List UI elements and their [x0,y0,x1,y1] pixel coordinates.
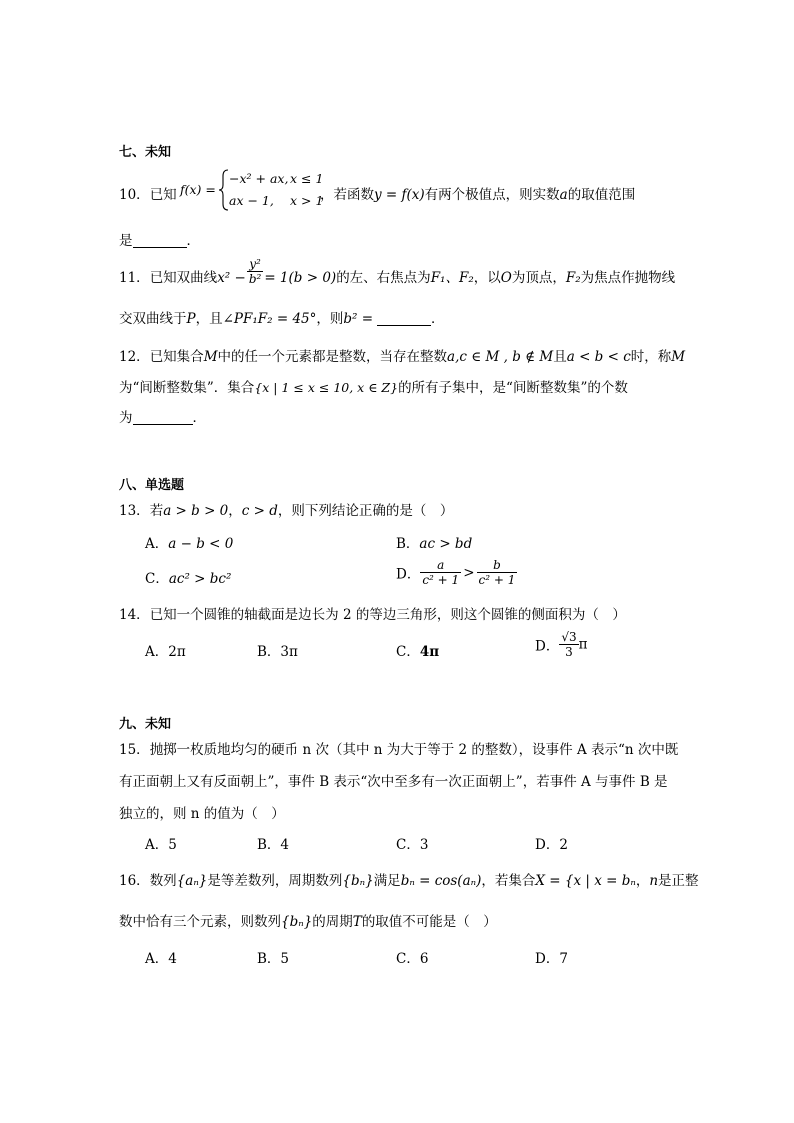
option-content: 4 [168,951,177,967]
option-b[interactable] [396,532,472,552]
question-text: 已知一个圆锥的轴截面是边长为 2 的等边三角形，则这个圆锥的侧面积为（ ） [149,607,626,623]
question-14-stem [119,603,626,623]
question-text: 是等差数列，周期数列 [207,873,343,889]
math-operator: > [463,564,475,581]
fraction-denominator: 3 [565,645,573,659]
option-content: 2π [168,644,186,660]
option-label: D． [535,951,560,967]
math-expression: {bₙ} [281,914,313,930]
math-variable: P [186,311,196,327]
question-text: ， [228,503,242,519]
math-variable: a [559,187,568,203]
question-text: 是正整 [658,873,699,889]
section-heading-8: 八、单选题 [119,478,185,493]
option-label: C． [396,951,420,967]
question-12-line-1 [119,345,685,365]
option-label: A． [145,644,169,660]
question-16-line-2 [119,910,497,930]
math-expression: ∠PF₁F₂ = 45° [222,311,317,327]
question-text: 时，称 [630,349,672,365]
piecewise-case-1-cond: x ≤ 1 [290,171,324,186]
math-variable: M [671,349,686,365]
fraction-numerator: b [477,558,518,573]
option-a[interactable] [145,640,186,660]
question-text: 数中恰有三个元素，则数列 [119,914,281,930]
math-expression: a < b < c [566,349,631,365]
fraction-numerator: a [420,558,461,573]
answer-blank[interactable] [133,410,193,425]
fraction-numerator: √3 [561,630,577,644]
question-10-line-2 [119,229,200,249]
option-content: 5 [168,837,177,853]
option-label: C． [396,837,420,853]
question-number: 15． [119,742,150,758]
option-content: 3 [419,837,429,853]
question-text: 已知 [149,187,177,203]
question-text: ，则 [316,311,344,327]
option-content: 4 [280,837,290,853]
option-content: 5 [280,951,290,967]
option-label: B． [396,536,420,552]
option-b[interactable] [257,640,298,660]
question-text: ． [431,311,445,327]
math-variable: F₂ [565,270,581,286]
math-expression: {bₙ} [342,873,374,889]
question-text: 且 [553,349,567,365]
fraction [420,558,461,587]
math-expression: a,c ∈ M , b ∉ M [447,349,554,365]
question-text: 的所有子集中，是“间断整数集”的个数 [398,380,628,396]
question-number: 10． [119,187,150,203]
math-expression: {x | 1 ≤ x ≤ 10, x ∈ Z} [254,380,399,395]
option-content: ac > bd [419,536,473,552]
math-symbol: π [578,636,588,653]
question-text: ． [186,233,200,249]
question-13-stem [119,499,453,519]
answer-blank[interactable] [133,233,187,248]
option-label: D． [535,837,560,853]
question-text: 交双曲线于 [119,311,187,327]
question-11-line-1 [119,257,676,286]
math-expression: y = f(x) [374,187,425,203]
option-content: 2 [559,837,568,853]
section-heading-9: 九、未知 [119,717,172,732]
fraction [247,257,264,286]
section-heading-7: 七、未知 [119,145,172,160]
option-c[interactable] [396,833,428,853]
question-number: 16． [119,873,150,889]
option-label: D． [535,638,560,655]
question-number: 11． [119,270,150,286]
question-text: ． [192,410,206,426]
option-a[interactable] [145,947,177,967]
fraction-denominator: c² + 1 [478,573,516,587]
question-text: ，且 [195,311,223,327]
question-text: 数列 [149,873,177,889]
question-text: 的左、右焦点为 [336,270,431,286]
question-text: 的周期 [312,914,353,930]
question-text: 有两个极值点，则实数 [424,187,560,203]
math-variable: M [203,349,218,365]
question-text: ， [635,873,650,889]
option-d[interactable] [535,947,568,967]
option-content: 6 [419,951,429,967]
question-number: 14． [119,607,150,623]
option-label: C． [396,644,420,660]
option-label: C． [145,571,169,587]
question-number: 12． [119,349,150,365]
option-label: B． [257,837,281,853]
option-c[interactable] [396,947,428,967]
option-content: 4π [419,644,440,660]
option-a[interactable] [145,532,233,552]
question-text: ，则下列结论正确的是（ ） [277,503,454,519]
question-text: 的取值范围 [567,187,636,203]
question-10-line-1 [119,183,177,203]
option-c[interactable] [396,640,439,660]
option-label: A． [145,536,169,552]
question-text: 的取值不可能是（ ） [361,914,497,930]
question-number: 13． [119,503,150,519]
question-text: 若 [149,503,164,519]
math-expression: x² − [217,270,246,286]
option-b[interactable] [257,833,289,853]
option-d[interactable] [535,833,568,853]
question-text: 为顶点， [511,270,566,286]
question-12-line-2 [119,376,628,396]
math-variable: T [352,914,362,930]
option-content: ac² > bc² [168,571,232,587]
math-expression: F₁、F₂ [430,270,474,286]
question-16-line-1 [119,869,699,889]
math-expression: bₙ = cos(aₙ) [400,873,482,889]
math-expression: = 1(b > 0) [264,270,337,286]
fraction-numerator: y² [247,257,264,272]
answer-blank[interactable] [377,311,431,326]
fraction-denominator: c² + 1 [422,573,460,587]
question-text: 为焦点作抛物线 [580,270,676,286]
question-text: ，若函数 [320,187,374,203]
question-10-line-1-rest [320,183,635,203]
option-content: a − b < 0 [168,536,234,552]
option-d[interactable] [535,630,587,659]
question-text: 已知双曲线 [149,270,218,286]
question-text: 为“间断整数集”．集合 [119,380,255,396]
question-text: 是 [119,233,133,249]
math-expression: a > b > 0 [163,503,229,519]
function-name: f(x) = [180,182,216,197]
option-c[interactable] [145,567,231,587]
option-a[interactable] [145,833,177,853]
option-label: D． [396,566,421,583]
option-label: B． [257,951,281,967]
option-label: B． [257,644,281,660]
math-expression: {aₙ} [176,873,208,889]
option-content: 7 [559,951,568,967]
question-text: ，若集合 [481,873,536,889]
question-text: 为 [119,410,133,426]
piecewise-case-2-cond: x > 1 [290,193,324,208]
fraction [559,630,578,659]
fraction [477,558,518,587]
piecewise-case-2-expr: ax − 1, [229,193,274,208]
question-text: 抛掷一枚质地均匀的硬币 n 次（其中 n 为大于等于 2 的整数），设事件 A 表示“n 次中既 [149,742,679,758]
option-label: A． [145,951,169,967]
question-15-line-3: 独立的，则 n 的值为（ ） [119,806,285,822]
option-label: A． [145,837,169,853]
question-text: 中的任一个元素都是整数，当存在整数 [217,349,448,365]
option-b[interactable] [257,947,289,967]
math-expression: X = {x | x = bₙ [535,873,636,889]
piecewise-case-1-expr: −x² + ax, [229,171,289,186]
fraction-denominator: b² [248,272,262,286]
question-12-line-3 [119,406,206,426]
math-expression: c > d [241,503,278,519]
option-d[interactable] [396,558,517,587]
math-variable: n [649,873,659,889]
question-text: 满足 [373,873,401,889]
option-content: 3π [280,644,298,660]
question-15-line-2: 有正面朝上又有反面朝上”，事件 B 表示“次中至多有一次正面朝上”，若事件 A 与事件 B 是 [119,774,668,790]
math-expression: b² = [343,311,374,327]
question-text: ，以 [473,270,501,286]
question-text: 已知集合 [149,349,204,365]
math-variable: O [500,270,512,286]
question-15-line-1 [119,738,678,758]
question-11-line-2 [119,307,445,327]
